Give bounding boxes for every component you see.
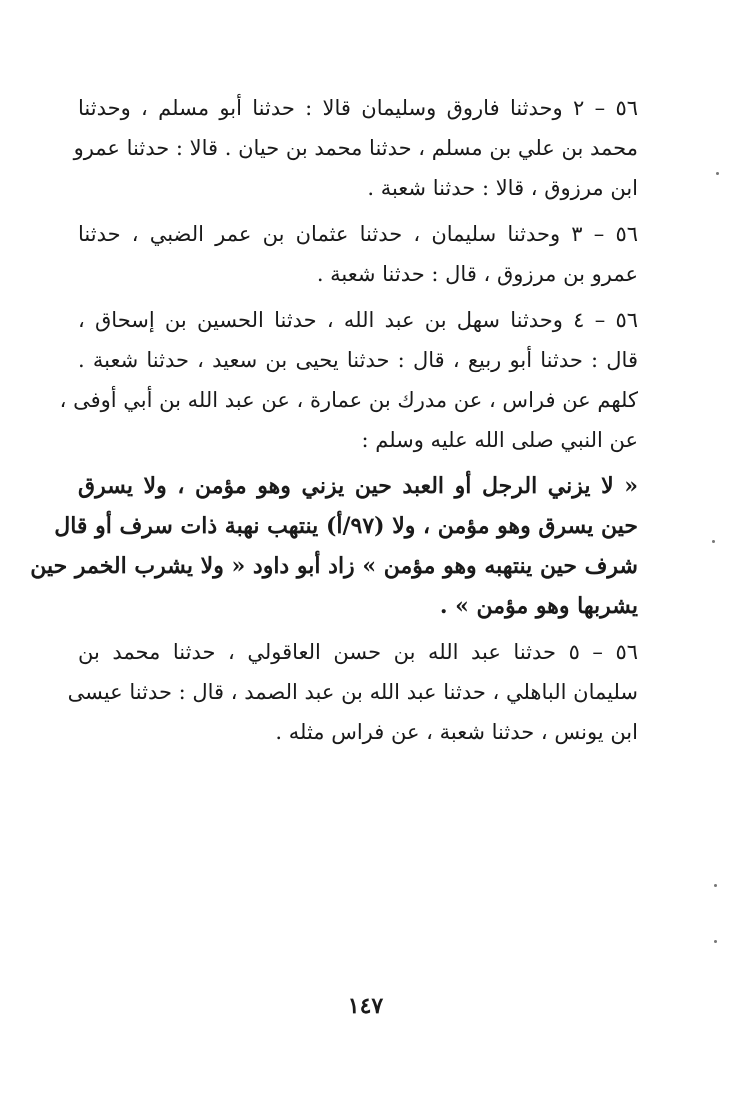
matn-line: شرف حين ينتهبه وهو مؤمن » زاد أبو داود « ولا يشرب الخمر حين	[30, 553, 638, 579]
text-line: محمد بن علي بن مسلم ، حدثنا محمد بن حيان . قالا : حدثنا عمرو	[73, 136, 638, 160]
matn-line: حين يسرق وهو مؤمن ، ولا (٩٧/أ) ينتهب نهبة ذات سرف أو قال	[54, 513, 638, 539]
text-line: ٥٦ – ٣ وحدثنا سليمان ، حدثنا عثمان بن عمر الضبي ، حدثنا	[78, 222, 638, 246]
page-body	[30, 88, 638, 752]
hadith-paragraph-3	[78, 214, 638, 294]
hadith-paragraph-5	[67, 632, 638, 752]
text-line: ٥٦ – ٥ حدثنا عبد الله بن حسن العاقولي ، حدثنا محمد بن	[78, 640, 638, 664]
text-line: ابن مرزوق ، قالا : حدثنا شعبة .	[367, 176, 638, 200]
text-line: ٥٦ – ٢ وحدثنا فاروق وسليمان قالا : حدثنا أبو مسلم ، وحدثنا	[78, 96, 638, 120]
hadith-paragraph-4	[59, 300, 638, 460]
text-line: سليمان الباهلي ، حدثنا عبد الله بن عبد الصمد ، قال : حدثنا عيسى	[67, 680, 638, 704]
hadith-paragraph-2	[73, 88, 638, 208]
hadith-matn-bold	[30, 466, 638, 626]
matn-line: « لا يزني الرجل أو العبد حين يزني وهو مؤمن ، ولا يسرق	[78, 473, 638, 499]
text-line: قال : حدثنا أبو ربيع ، قال : حدثنا يحيى بن سعيد ، حدثنا شعبة .	[78, 348, 638, 372]
text-line: عمرو بن مرزوق ، قال : حدثنا شعبة .	[316, 262, 638, 286]
page-number: ١٤٧	[347, 993, 384, 1019]
text-line: كلهم عن فراس ، عن مدرك بن عمارة ، عن عبد الله بن أبي أوفى ،	[59, 388, 638, 412]
text-line: ٥٦ – ٤ وحدثنا سهل بن عبد الله ، حدثنا الحسين بن إسحاق ،	[78, 308, 638, 332]
text-line: عن النبي صلى الله عليه وسلم :	[361, 428, 638, 452]
matn-line: يشربها وهو مؤمن » .	[439, 593, 638, 619]
text-line: ابن يونس ، حدثنا شعبة ، عن فراس مثله .	[275, 720, 638, 744]
